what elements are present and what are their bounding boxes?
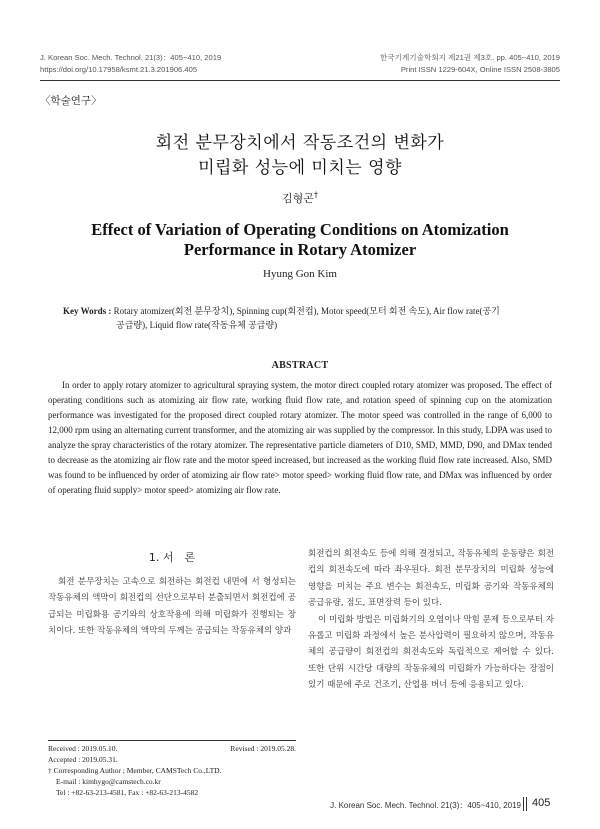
journal-ref-header: J. Korean Soc. Mech. Technol. 21(3)：405~410, 2019: [40, 53, 222, 62]
header-rule: [40, 80, 560, 81]
section-tag: 〈학술연구〉: [40, 95, 102, 107]
author-english: Hyung Gon Kim: [263, 268, 337, 280]
abstract-title: ABSTRACT: [271, 360, 329, 371]
author-email[interactable]: E-mail : kimhygo@camstech.co.kr: [56, 777, 161, 786]
title-korean-line1: 회전 분무장치에서 작동조건의 변화가: [155, 133, 445, 153]
abstract-text: In order to apply rotary atomizer to agricultural spraying system, the motor direct coupled rotary atomizer was proposed. The effect of operating conditions such as atomizing air flow rate, working fluid flow rate, and rotation speed of spinning cup on the atomization performance was investigated for the proposed direct coupled rotary atomizer. The motor speed was controlled in the range of 6,000 to 12,000 rpm using an alternating current transformer, and the atomizing air was supplied by the compressor. In this study, LDPA was used to analyze the spray characteristics of the rotary atomizer. The representative particle diameters of D10, SMD, MMD, D90, and DMax tended to decrease as the atomizing air flow rate and the motor speed increased, but increased as the working fluid flow rate increased. Also, SMD was found to be influenced by order of atomizing air flow rate> motor speed> working fluid flow rate, and DMax was influenced by order of operating fluid supply> motor speed> atomizing air flow rate.: [48, 380, 552, 495]
intro-left-column: [48, 574, 296, 640]
abstract-body: [48, 378, 552, 498]
accepted-date: Accepted : 2019.05.31.: [48, 755, 118, 764]
doi-link[interactable]: https://doi.org/10.17958/ksmt.21.3.201906.405: [40, 65, 198, 74]
keywords-label: Key Words :: [63, 306, 112, 316]
intro-paragraph-3: 이 미립화 방법은 미립화기의 오염이나 막힘 문제 등으로부터 자유롭고 미립화 과정에서 높은 분사압력이 필요하지 않으며, 작동유체의 공급량이 회전컵의 회전속도와 독립적으로 제어할 수 있다. 또한 단위 시간당 대량의 작동유체의 미립화가 가능하다는 장점이 있기 때문에 주로 건조기, 산업용 버너 등에 응용되고 있다.: [308, 614, 554, 691]
footnote-block: [48, 743, 296, 798]
journal-ref-header-ko: 한국기계기술학회지 제21권 제3호. pp. 405~410, 2019: [379, 53, 560, 62]
title-english-line2: Performance in Rotary Atomizer: [183, 240, 417, 259]
title-korean-line2: 미립화 성능에 미치는 영향: [198, 158, 402, 178]
footer-journal-ref: J. Korean Soc. Mech. Technol. 21(3)：405~410, 2019: [330, 801, 521, 810]
author-korean: [0, 190, 600, 206]
author-korean-name: 김형곤: [282, 192, 314, 205]
revised-date: Revised : 2019.05.28.: [230, 744, 296, 753]
intro-paragraph-2: 회전컵의 회전속도 등에 의해 결정되고, 작동유체의 운동량은 회전컵의 회전속도에 따라 좌우된다. 회전 분무장치의 미립화 성능에 영향을 미치는 주요 변수는 회전속도, 미립화 공기와 작동유체의 공급유량, 점도, 표면장력 등이 있다.: [308, 549, 554, 609]
footer-separator-2: [526, 797, 528, 811]
issn-header: Print ISSN 1229-604X, Online ISSN 2508-3805: [400, 65, 560, 74]
footer-separator: [523, 797, 525, 811]
keywords-text-line1: Rotary atomizer(회전 분무장치), Spinning cup(회전컵), Motor speed(모터 회전 속도), Air flow rate(공기: [113, 306, 500, 316]
footnote-rule: [48, 740, 296, 741]
corresponding-mark: †: [313, 190, 318, 200]
title-english-line1: Effect of Variation of Operating Conditions on Atomization: [91, 220, 509, 239]
keywords-text-line2: 공급량), Liquid flow rate(작동유체 공급량): [116, 320, 278, 330]
page-number: 405: [532, 797, 551, 809]
keywords-block: [63, 304, 553, 332]
corresponding-author: † Corresponding Author ; Member, CAMSTech Co.,LTD.: [48, 766, 222, 775]
intro-right-column: [308, 546, 554, 694]
intro-paragraph-1: 회전 분무장치는 고속으로 회전하는 회전컵 내면에 서 형성되는 작동유체의 액막이 회전컵의 선단으로부터 분출되면서 회전컵에 공급되는 미립화용 공기와의 상호작용에 의해 미립화가 진행되는 장치이다. 또한 작동유체의 액막의 두께는 공급되는 작동유체의 양과: [48, 577, 296, 637]
author-phone-fax: Tel : +82-63-213-4581, Fax : +82-63-213-4582: [56, 788, 199, 797]
section-heading-introduction: 1. 서 론: [148, 551, 196, 564]
received-date: Received : 2019.05.10.: [48, 744, 118, 753]
